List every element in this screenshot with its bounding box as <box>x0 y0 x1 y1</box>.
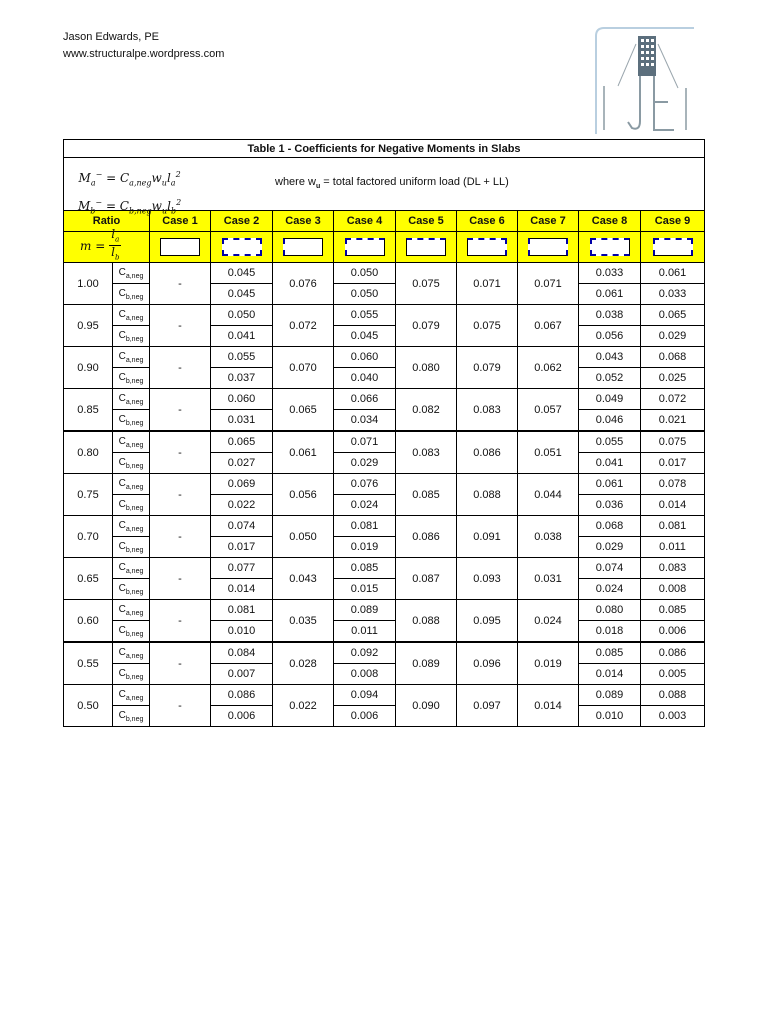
table-row <box>64 558 705 579</box>
case-6-value: 0.096 <box>457 642 518 685</box>
coef-a-label: $C_{a,neg}$ <box>113 347 150 368</box>
case-9-b-value: 0.014 <box>641 495 705 516</box>
case-9-a-value: 0.083 <box>641 558 705 579</box>
case-4-b-value: 0.050 <box>334 284 396 305</box>
case-1-value: - <box>150 263 211 305</box>
case-9-a-value: 0.072 <box>641 389 705 410</box>
coef-a-label: $C_{a,neg}$ <box>113 685 150 706</box>
coef-b-label: $C_{b,neg}$ <box>113 706 150 727</box>
case-8-a-value: 0.085 <box>579 642 641 664</box>
case-4-b-value: 0.034 <box>334 410 396 432</box>
case-8-diagram <box>579 232 641 263</box>
case-4-b-value: 0.019 <box>334 537 396 558</box>
coef-a-label: $C_{a,neg}$ <box>113 305 150 326</box>
case-5-value: 0.090 <box>396 685 457 727</box>
case-5-diagram <box>396 232 457 263</box>
case-1-header: Case 1 <box>150 211 211 232</box>
case-3-value: 0.056 <box>273 474 334 516</box>
case-9-diagram <box>641 232 705 263</box>
case-5-value: 0.088 <box>396 600 457 643</box>
table-row <box>64 474 705 495</box>
case-5-value: 0.079 <box>396 305 457 347</box>
case-8-b-value: 0.010 <box>579 706 641 727</box>
case-4-a-value: 0.066 <box>334 389 396 410</box>
case-9-b-value: 0.006 <box>641 621 705 643</box>
coef-a-label: $C_{a,neg}$ <box>113 600 150 621</box>
case-6-value: 0.093 <box>457 558 518 600</box>
case-2-a-value: 0.045 <box>211 263 273 284</box>
case-2-b-value: 0.014 <box>211 579 273 600</box>
case-2-b-value: 0.031 <box>211 410 273 432</box>
coef-b-label: $C_{b,neg}$ <box>113 537 150 558</box>
case-9-a-value: 0.065 <box>641 305 705 326</box>
case-3-value: 0.070 <box>273 347 334 389</box>
case-3-header: Case 3 <box>273 211 334 232</box>
author-website: www.structuralpe.wordpress.com <box>63 48 225 60</box>
ratio-value: 0.80 <box>64 431 113 474</box>
case-4-b-value: 0.015 <box>334 579 396 600</box>
case-5-value: 0.075 <box>396 263 457 305</box>
case-8-b-value: 0.046 <box>579 410 641 432</box>
coef-b-label: $C_{b,neg}$ <box>113 284 150 305</box>
case-9-header: Case 9 <box>641 211 705 232</box>
case-7-value: 0.044 <box>518 474 579 516</box>
case-9-b-value: 0.005 <box>641 664 705 685</box>
case-1-value: - <box>150 347 211 389</box>
case-9-a-value: 0.075 <box>641 431 705 453</box>
case-7-value: 0.071 <box>518 263 579 305</box>
coef-b-label: $C_{b,neg}$ <box>113 621 150 643</box>
table-row <box>64 516 705 537</box>
ratio-value: 0.75 <box>64 474 113 516</box>
case-1-value: - <box>150 642 211 685</box>
case-8-a-value: 0.055 <box>579 431 641 453</box>
case-2-a-value: 0.055 <box>211 347 273 368</box>
coef-a-label: $C_{a,neg}$ <box>113 263 150 284</box>
case-1-value: - <box>150 305 211 347</box>
case-9-b-value: 0.025 <box>641 368 705 389</box>
case-5-value: 0.086 <box>396 516 457 558</box>
coef-a-label: $C_{a,neg}$ <box>113 431 150 453</box>
case-9-b-value: 0.008 <box>641 579 705 600</box>
case-4-a-value: 0.094 <box>334 685 396 706</box>
case-4-b-value: 0.024 <box>334 495 396 516</box>
case-8-a-value: 0.038 <box>579 305 641 326</box>
case-4-b-value: 0.029 <box>334 453 396 474</box>
case-5-value: 0.082 <box>396 389 457 432</box>
case-8-b-value: 0.061 <box>579 284 641 305</box>
case-8-b-value: 0.018 <box>579 621 641 643</box>
case-2-a-value: 0.086 <box>211 685 273 706</box>
case-5-value: 0.087 <box>396 558 457 600</box>
case-3-value: 0.076 <box>273 263 334 305</box>
case-9-b-value: 0.011 <box>641 537 705 558</box>
case-9-a-value: 0.088 <box>641 685 705 706</box>
case-2-b-value: 0.007 <box>211 664 273 685</box>
ratio-value: 0.95 <box>64 305 113 347</box>
case-9-a-value: 0.085 <box>641 600 705 621</box>
case-5-value: 0.089 <box>396 642 457 685</box>
case-2-a-value: 0.081 <box>211 600 273 621</box>
case-3-value: 0.022 <box>273 685 334 727</box>
case-5-value: 0.085 <box>396 474 457 516</box>
case-2-diagram <box>211 232 273 263</box>
case-4-a-value: 0.060 <box>334 347 396 368</box>
case-5-value: 0.083 <box>396 431 457 474</box>
coef-a-label: $C_{a,neg}$ <box>113 558 150 579</box>
case-1-value: - <box>150 389 211 432</box>
case-1-value: - <box>150 600 211 643</box>
case-9-b-value: 0.017 <box>641 453 705 474</box>
case-8-a-value: 0.043 <box>579 347 641 368</box>
case-6-value: 0.083 <box>457 389 518 432</box>
table-row <box>64 431 705 453</box>
case-1-value: - <box>150 516 211 558</box>
case-4-b-value: 0.040 <box>334 368 396 389</box>
case-3-value: 0.050 <box>273 516 334 558</box>
case-4-a-value: 0.092 <box>334 642 396 664</box>
case-8-b-value: 0.056 <box>579 326 641 347</box>
case-2-b-value: 0.037 <box>211 368 273 389</box>
coef-a-label: $C_{a,neg}$ <box>113 516 150 537</box>
case-6-value: 0.071 <box>457 263 518 305</box>
case-5-value: 0.080 <box>396 347 457 389</box>
case-9-a-value: 0.081 <box>641 516 705 537</box>
ratio-value: 0.55 <box>64 642 113 685</box>
case-8-a-value: 0.089 <box>579 685 641 706</box>
case-7-value: 0.024 <box>518 600 579 643</box>
case-8-b-value: 0.024 <box>579 579 641 600</box>
case-7-value: 0.051 <box>518 431 579 474</box>
ratio-value: 0.85 <box>64 389 113 432</box>
case-4-a-value: 0.089 <box>334 600 396 621</box>
coef-b-label: $C_{b,neg}$ <box>113 410 150 432</box>
coef-b-label: $C_{b,neg}$ <box>113 495 150 516</box>
case-4-diagram <box>334 232 396 263</box>
case-4-b-value: 0.006 <box>334 706 396 727</box>
case-6-diagram <box>457 232 518 263</box>
case-9-b-value: 0.021 <box>641 410 705 432</box>
coef-b-label: $C_{b,neg}$ <box>113 453 150 474</box>
coefficient-table <box>63 139 705 727</box>
case-3-diagram <box>273 232 334 263</box>
case-2-a-value: 0.065 <box>211 431 273 453</box>
coef-b-label: $C_{b,neg}$ <box>113 664 150 685</box>
table-row <box>64 347 705 368</box>
case-2-a-value: 0.060 <box>211 389 273 410</box>
case-4-b-value: 0.008 <box>334 664 396 685</box>
ratio-value: 0.50 <box>64 685 113 727</box>
table-row <box>64 305 705 326</box>
case-9-b-value: 0.033 <box>641 284 705 305</box>
author-name: Jason Edwards, PE <box>63 31 159 43</box>
case-8-b-value: 0.014 <box>579 664 641 685</box>
case-3-value: 0.035 <box>273 600 334 643</box>
case-8-a-value: 0.074 <box>579 558 641 579</box>
ratio-value: 0.65 <box>64 558 113 600</box>
table-row <box>64 642 705 664</box>
case-7-value: 0.019 <box>518 642 579 685</box>
case-9-b-value: 0.003 <box>641 706 705 727</box>
case-2-b-value: 0.010 <box>211 621 273 643</box>
ratio-value: 0.70 <box>64 516 113 558</box>
case-4-a-value: 0.050 <box>334 263 396 284</box>
case-3-value: 0.028 <box>273 642 334 685</box>
case-6-value: 0.075 <box>457 305 518 347</box>
ratio-value: 1.00 <box>64 263 113 305</box>
case-9-a-value: 0.086 <box>641 642 705 664</box>
case-7-value: 0.031 <box>518 558 579 600</box>
case-3-value: 0.061 <box>273 431 334 474</box>
case-4-a-value: 0.071 <box>334 431 396 453</box>
coef-b-label: $C_{b,neg}$ <box>113 326 150 347</box>
case-2-b-value: 0.006 <box>211 706 273 727</box>
case-7-value: 0.057 <box>518 389 579 432</box>
case-8-b-value: 0.029 <box>579 537 641 558</box>
case-9-a-value: 0.061 <box>641 263 705 284</box>
case-6-value: 0.091 <box>457 516 518 558</box>
coef-b-label: $C_{b,neg}$ <box>113 368 150 389</box>
ratio-header: Ratio <box>64 211 150 232</box>
case-6-value: 0.079 <box>457 347 518 389</box>
coef-a-label: $C_{a,neg}$ <box>113 474 150 495</box>
case-2-a-value: 0.084 <box>211 642 273 664</box>
case-9-a-value: 0.078 <box>641 474 705 495</box>
case-8-b-value: 0.052 <box>579 368 641 389</box>
case-1-value: - <box>150 685 211 727</box>
case-4-b-value: 0.011 <box>334 621 396 643</box>
case-3-value: 0.072 <box>273 305 334 347</box>
case-5-header: Case 5 <box>396 211 457 232</box>
where-note: where $w_u$ = total factored uniform load (DL + LL) <box>275 176 509 191</box>
table-row <box>64 263 705 284</box>
moment-formula: $M_a^- = C_{a,neg}w_ul_a^2$ $M_b^- = C_{b,neg}w_ul_b^2$ <box>78 170 182 216</box>
case-2-b-value: 0.017 <box>211 537 273 558</box>
case-7-value: 0.062 <box>518 347 579 389</box>
case-4-a-value: 0.085 <box>334 558 396 579</box>
case-4-a-value: 0.055 <box>334 305 396 326</box>
case-2-b-value: 0.022 <box>211 495 273 516</box>
case-8-a-value: 0.061 <box>579 474 641 495</box>
case-8-b-value: 0.036 <box>579 495 641 516</box>
case-3-value: 0.043 <box>273 558 334 600</box>
case-6-value: 0.097 <box>457 685 518 727</box>
case-2-b-value: 0.041 <box>211 326 273 347</box>
coef-a-label: $C_{a,neg}$ <box>113 642 150 664</box>
table-title: Table 1 - Coefficients for Negative Moments in Slabs <box>64 140 705 158</box>
case-2-a-value: 0.050 <box>211 305 273 326</box>
formula-cell <box>64 158 705 216</box>
case-2-b-value: 0.027 <box>211 453 273 474</box>
case-8-a-value: 0.068 <box>579 516 641 537</box>
case-6-value: 0.095 <box>457 600 518 643</box>
case-7-value: 0.038 <box>518 516 579 558</box>
case-9-a-value: 0.068 <box>641 347 705 368</box>
case-4-a-value: 0.076 <box>334 474 396 495</box>
case-2-b-value: 0.045 <box>211 284 273 305</box>
case-1-value: - <box>150 558 211 600</box>
case-8-header: Case 8 <box>579 211 641 232</box>
table-body <box>64 263 705 727</box>
case-2-a-value: 0.069 <box>211 474 273 495</box>
m-ratio-formula: m = $\frac{l_a}{l_b}$ <box>80 227 120 262</box>
case-1-value: - <box>150 431 211 474</box>
case-7-header: Case 7 <box>518 211 579 232</box>
ratio-value: 0.60 <box>64 600 113 643</box>
case-6-value: 0.086 <box>457 431 518 474</box>
table-row <box>64 600 705 621</box>
case-8-a-value: 0.033 <box>579 263 641 284</box>
case-6-value: 0.088 <box>457 474 518 516</box>
coef-a-label: $C_{a,neg}$ <box>113 389 150 410</box>
case-2-header: Case 2 <box>211 211 273 232</box>
coef-b-label: $C_{b,neg}$ <box>113 579 150 600</box>
author-block <box>63 29 224 63</box>
case-2-a-value: 0.074 <box>211 516 273 537</box>
case-3-value: 0.065 <box>273 389 334 432</box>
case-8-b-value: 0.041 <box>579 453 641 474</box>
case-7-value: 0.014 <box>518 685 579 727</box>
case-4-header: Case 4 <box>334 211 396 232</box>
case-1-value: - <box>150 474 211 516</box>
ratio-formula-cell <box>64 227 150 263</box>
case-4-a-value: 0.081 <box>334 516 396 537</box>
case-8-a-value: 0.080 <box>579 600 641 621</box>
case-1-diagram <box>150 232 211 263</box>
case-7-diagram <box>518 232 579 263</box>
table-row <box>64 389 705 410</box>
table-row <box>64 685 705 706</box>
case-8-a-value: 0.049 <box>579 389 641 410</box>
ratio-value: 0.90 <box>64 347 113 389</box>
case-2-a-value: 0.077 <box>211 558 273 579</box>
je-building-logo-icon <box>594 26 696 134</box>
case-9-b-value: 0.029 <box>641 326 705 347</box>
case-7-value: 0.067 <box>518 305 579 347</box>
case-4-b-value: 0.045 <box>334 326 396 347</box>
case-6-header: Case 6 <box>457 211 518 232</box>
